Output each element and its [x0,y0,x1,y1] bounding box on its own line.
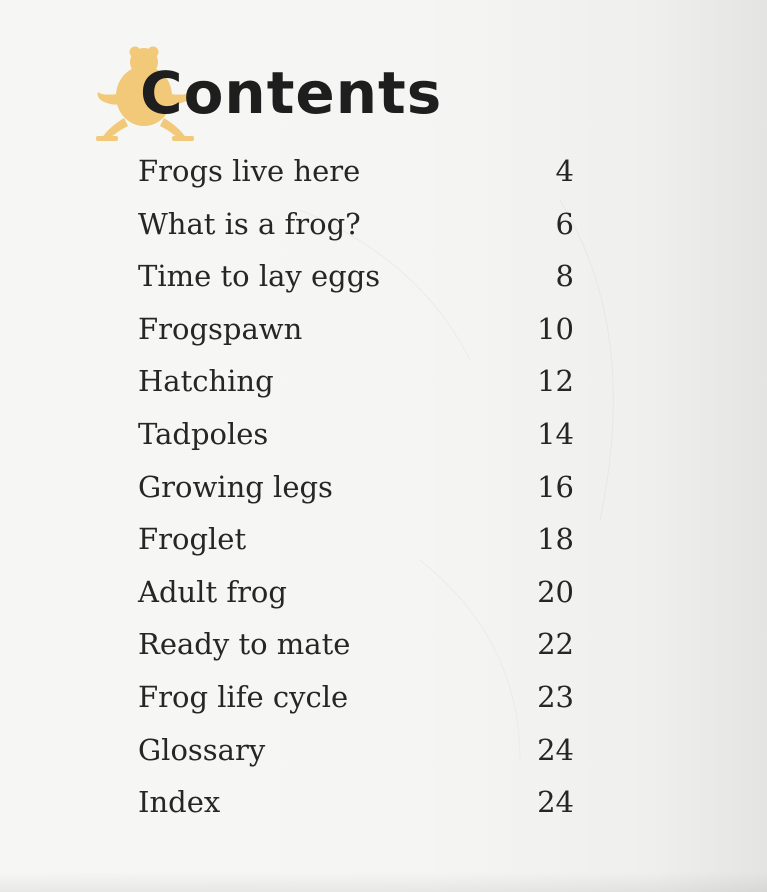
toc-entry-page-number: 10 [537,311,574,346]
toc-entry-title: Ready to mate [138,627,351,662]
toc-entry-page-number: 8 [555,259,574,294]
toc-entry [138,618,598,671]
toc-entry-title: Hatching [138,364,274,399]
toc-entry [138,250,598,303]
toc-entry-title: Time to lay eggs [138,259,381,294]
toc-entry-title: Frogspawn [138,311,303,346]
toc-entry [138,566,598,619]
table-of-contents [138,145,598,829]
toc-entry [138,303,598,356]
toc-entry-page-number: 23 [537,679,574,714]
toc-entry-page-number: 20 [537,574,574,609]
toc-entry-title: Index [138,785,221,820]
toc-entry-page-number: 6 [555,206,574,241]
toc-entry-title: What is a frog? [138,206,361,241]
page-title: Contents [140,59,443,127]
toc-entry-page-number: 16 [537,469,574,504]
toc-entry [138,461,598,514]
toc-entry-title: Adult frog [138,574,287,609]
toc-entry-title: Frogs live here [138,154,361,188]
toc-entry-title: Growing legs [138,469,333,504]
toc-entry [138,776,598,829]
toc-entry [138,198,598,251]
toc-entry-page-number: 24 [537,732,574,767]
toc-entry-page-number: 22 [537,627,574,662]
toc-entry-title: Froglet [138,522,247,557]
toc-entry-page-number: 4 [555,154,574,188]
toc-entry [138,145,598,198]
toc-entry [138,513,598,566]
toc-entry [138,724,598,777]
toc-entry-title: Tadpoles [138,416,269,451]
toc-entry-page-number: 12 [537,364,574,399]
toc-entry-title: Glossary [138,732,266,767]
toc-entry [138,355,598,408]
toc-entry-title: Frog life cycle [138,679,349,714]
toc-entry-page-number: 18 [537,522,574,557]
toc-entry [138,671,598,724]
toc-entry-page-number: 24 [537,785,574,820]
toc-entry [138,408,598,461]
toc-entry-page-number: 14 [537,416,574,451]
